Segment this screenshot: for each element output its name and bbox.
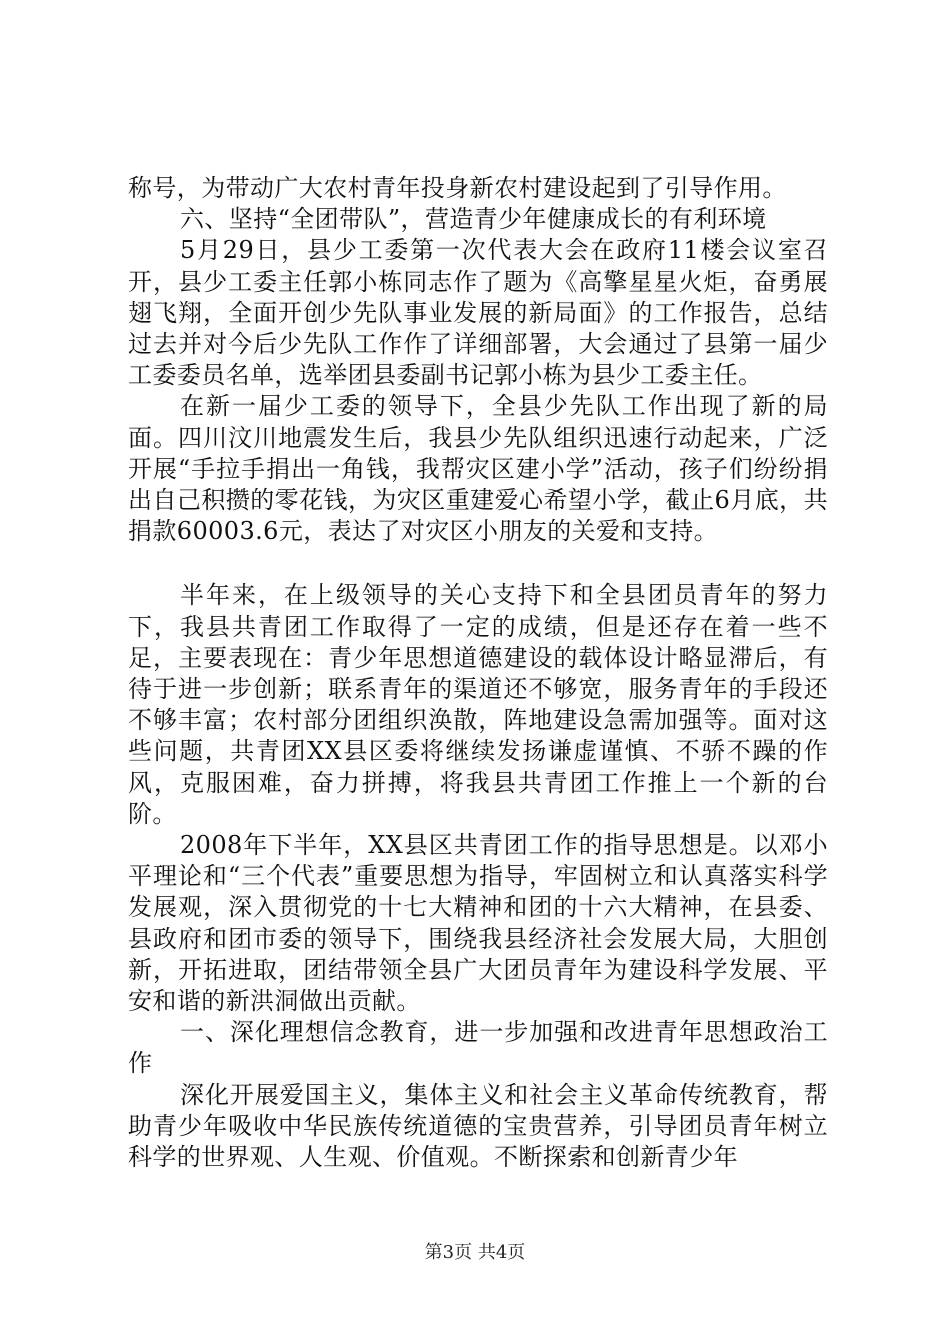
section-heading-one: 一、深化理想信念教育，进一步加强和改进青年思想政治工作 xyxy=(128,1018,828,1078)
document-body xyxy=(128,173,828,1173)
paragraph-young-pioneers: 在新一届少工委的领导下，全县少先队工作出现了新的局面。四川汶川地震发生后，我县少先队组织迅速行动起来，广泛开展“手拉手捐出一角钱，我帮灾区建小学”活动，孩子们纷纷捐出自己积攒的零花钱，为灾区重建爱心希望小学，截止6月底，共捐款60003.6元，表达了对灾区小朋友的关爱和支持。 xyxy=(128,392,828,546)
paragraph-congress: 5月29日，县少工委第一次代表大会在政府11楼会议室召开，县少工委主任郭小栋同志作了题为《高擎星星火炬，奋勇展翅飞翔，全面开创少先队事业发展的新局面》的工作报告，总结过去并对今后少先队工作作了详细部署，大会通过了县第一届少工委委员名单，选举团县委副书记郭小栋为县少工委主任。 xyxy=(128,236,828,390)
paragraph-education: 深化开展爱国主义，集体主义和社会主义革命传统教育，帮助青少年吸收中华民族传统道德的宝贵营养，引导团员青年树立科学的世界观、人生观、价值观。不断探索和创新青少年 xyxy=(128,1080,828,1172)
paragraph-guiding-thought: 2008年下半年，XX县区共青团工作的指导思想是。以邓小平理论和“三个代表”重要思想为指导，牢固树立和认真落实科学发展观，深入贯彻党的十七大精神和团的十六大精神，在县委、县政府和团市委的领导下，围绕我县经济社会发展大局，大胆创新，开拓进取，团结带领全县广大团员青年为建设科学发展、平安和谐的新洪洞做出贡献。 xyxy=(128,831,828,1016)
page-footer: 第3页 共4页 xyxy=(424,1242,526,1263)
paragraph-continuation: 称号，为带动广大农村青年投身新农村建设起到了引导作用。 xyxy=(128,174,787,202)
paragraph-half-year-summary: 半年来，在上级领导的关心支持下和全县团员青年的努力下，我县共青团工作取得了一定的成绩，但是还存在着一些不足，主要表现在：青少年思想道德建设的载体设计略显滞后，有待于进一步创新；联系青年的渠道还不够宽，服务青年的手段还不够丰富；农村部分团组织涣散，阵地建设急需加强等。面对这些问题，共青团XX县区委将继续发扬谦虚谨慎、不骄不躁的作风，克服困难，奋力拼搏，将我县共青团工作推上一个新的台阶。 xyxy=(128,581,828,828)
section-heading-six: 六、坚持“全团带队”，营造青少年健康成长的有利环境 xyxy=(180,205,767,234)
